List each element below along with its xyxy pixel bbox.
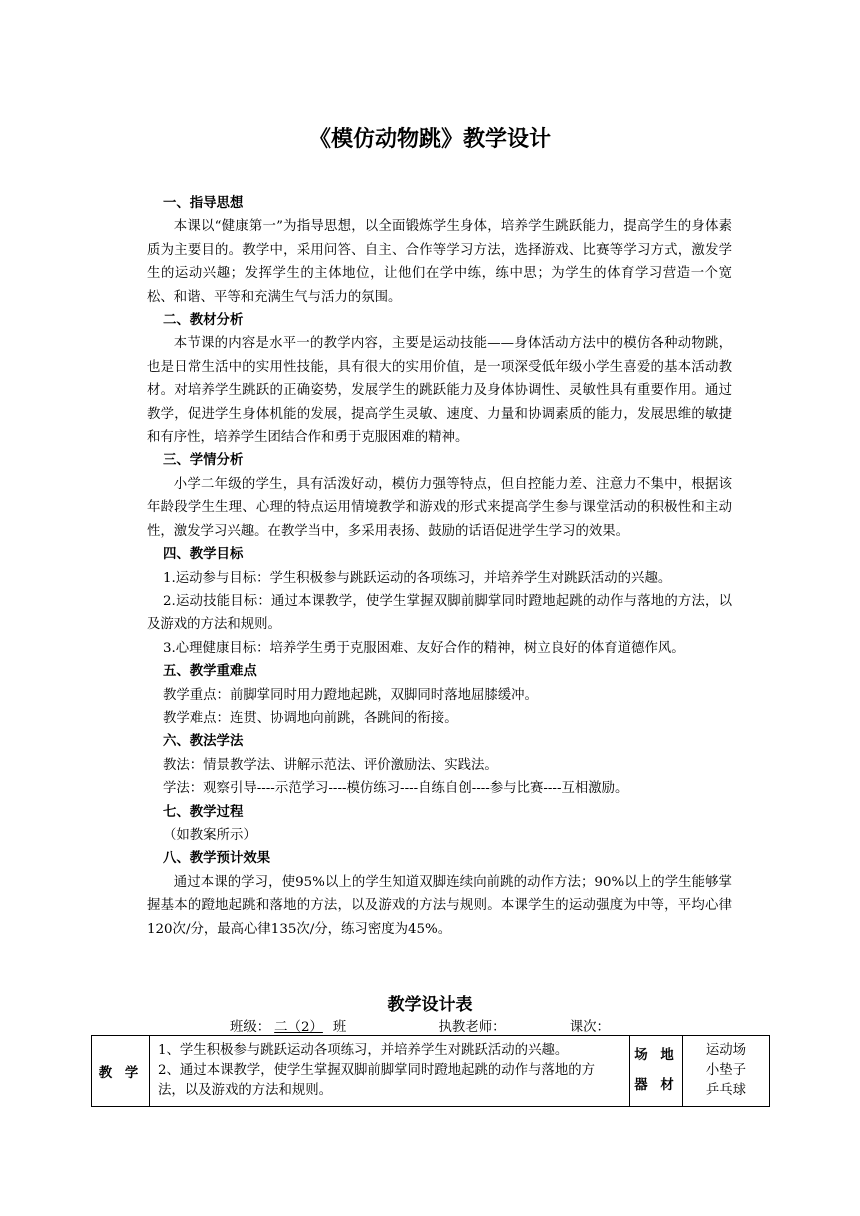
section-line: 教学重点：前脚掌同时用力蹬地起跳，双脚同时落地屈膝缓冲。 bbox=[163, 687, 538, 703]
goal-line: 1、学生积极参与跳跃运动各项练习，并培养学生对跳跃活动的兴趣。 bbox=[158, 1043, 569, 1058]
document-title: 《模仿动物跳》教学设计 bbox=[308, 127, 551, 152]
class-suffix: 班 bbox=[332, 1020, 347, 1035]
section-heading: 四、教学目标 bbox=[163, 547, 244, 563]
goals-cell bbox=[150, 1036, 630, 1107]
goal-item: 3.心理健康目标：培养学生勇于克服困难、友好合作的精神，树立良好的体育道德作风。 bbox=[163, 640, 685, 656]
class-info-line bbox=[230, 1016, 610, 1035]
equipment-item: 乒乓球 bbox=[705, 1083, 747, 1098]
document-body bbox=[147, 192, 732, 941]
section-line: 学法：观察引导----示范学习----模仿练习----自练自创----参与比赛----互相激励。 bbox=[163, 781, 629, 797]
section-heading: 八、教学预计效果 bbox=[163, 851, 271, 867]
section-heading: 一、指导思想 bbox=[163, 196, 244, 211]
venue-label: 场 地 bbox=[634, 1048, 678, 1063]
section-heading: 五、教学重难点 bbox=[163, 664, 257, 680]
section-paragraph: 本课以“健康第一”为指导思想，以全面锻炼学生身体，培养学生跳跃能力，提高学生的身体素质为主要目的。教学中，采用问答、自主、合作等学习方法，选择游戏、比赛等学习方式，激发学生的运动兴趣；发挥学生的主体地位，让他们在学中练，练中思；为学生的体育学习营造一个宽松、和谐、平等和充满生气与活力的氛围。 bbox=[147, 219, 732, 305]
equipment-item: 运动场 bbox=[705, 1043, 747, 1058]
lesson-label: 课次： bbox=[569, 1020, 610, 1035]
equipment-item: 小垫子 bbox=[705, 1063, 747, 1078]
venue-label-cell bbox=[630, 1036, 683, 1107]
section-line: 教法：情景教学法、讲解示范法、评价激励法、实践法。 bbox=[163, 757, 498, 773]
goal-label-cell: 教 学 bbox=[92, 1036, 150, 1107]
class-label: 班级： bbox=[230, 1020, 271, 1035]
goal-item: 1.运动参与目标：学生积极参与跳跃运动的各项练习，并培养学生对跳跃活动的兴趣。 bbox=[163, 570, 672, 586]
table-title: 教学设计表 bbox=[387, 995, 473, 1015]
design-table bbox=[91, 1035, 770, 1107]
equipment-cell bbox=[683, 1036, 770, 1107]
section-heading: 二、教材分析 bbox=[163, 313, 244, 329]
section-line: 教学难点：连贯、协调地向前跳，各跳间的衔接。 bbox=[163, 710, 458, 726]
section-paragraph: 通过本课的学习，使95%以上的学生知道双脚连续向前跳的动作方法；90%以上的学生能够掌握基本的蹬地起跳和落地的方法，以及游戏的方法与规则。本课学生的运动强度为中等，平均心律120次/分，最高心律135次/分，练习密度为45%。 bbox=[147, 874, 732, 937]
section-paragraph: 小学二年级的学生，具有活泼好动，模仿力强等特点，但自控能力差、注意力不集中，根据该年龄段学生生理、心理的特点运用情境教学和游戏的形式来提高学生参与课堂活动的积极性和主动性，激发学习兴趣。在教学当中，多采用表扬、鼓励的话语促进学生学习的效果。 bbox=[147, 476, 732, 539]
table-row bbox=[92, 1036, 770, 1107]
section-heading: 七、教学过程 bbox=[163, 804, 244, 820]
section-heading: 六、教法学法 bbox=[163, 734, 244, 750]
equipment-label: 器 材 bbox=[634, 1078, 678, 1093]
section-paragraph: 本节课的内容是水平一的教学内容，主要是运动技能——身体活动方法中的模仿各种动物跳，也是日常生活中的实用性技能，具有很大的实用价值，是一项深受低年级小学生喜爱的基本活动教材。对培养学生跳跃的正确姿势，发展学生的跳跃能力及身体协调性、灵敏性具有重要作用。通过教学，促进学生身体机能的发展，提高学生灵敏、速度、力量和协调素质的能力，发展思维的敏捷和有序性，培养学生团结合作和勇于克服困难的精神。 bbox=[147, 336, 732, 446]
class-value: 二（2） bbox=[274, 1020, 323, 1035]
teacher-label: 执教老师： bbox=[438, 1020, 506, 1035]
section-line: （如教案所示） bbox=[163, 827, 257, 843]
goal-line: 2、通过本课教学，使学生掌握双脚前脚掌同时蹬地起跳的动作与落地的方法，以及游戏的方法和规则。 bbox=[158, 1063, 596, 1098]
goal-item: 2.运动技能目标：通过本课教学，使学生掌握双脚前脚掌同时蹬地起跳的动作与落地的方法，以及游戏的方法和规则。 bbox=[147, 593, 732, 633]
section-heading: 三、学情分析 bbox=[163, 453, 244, 469]
